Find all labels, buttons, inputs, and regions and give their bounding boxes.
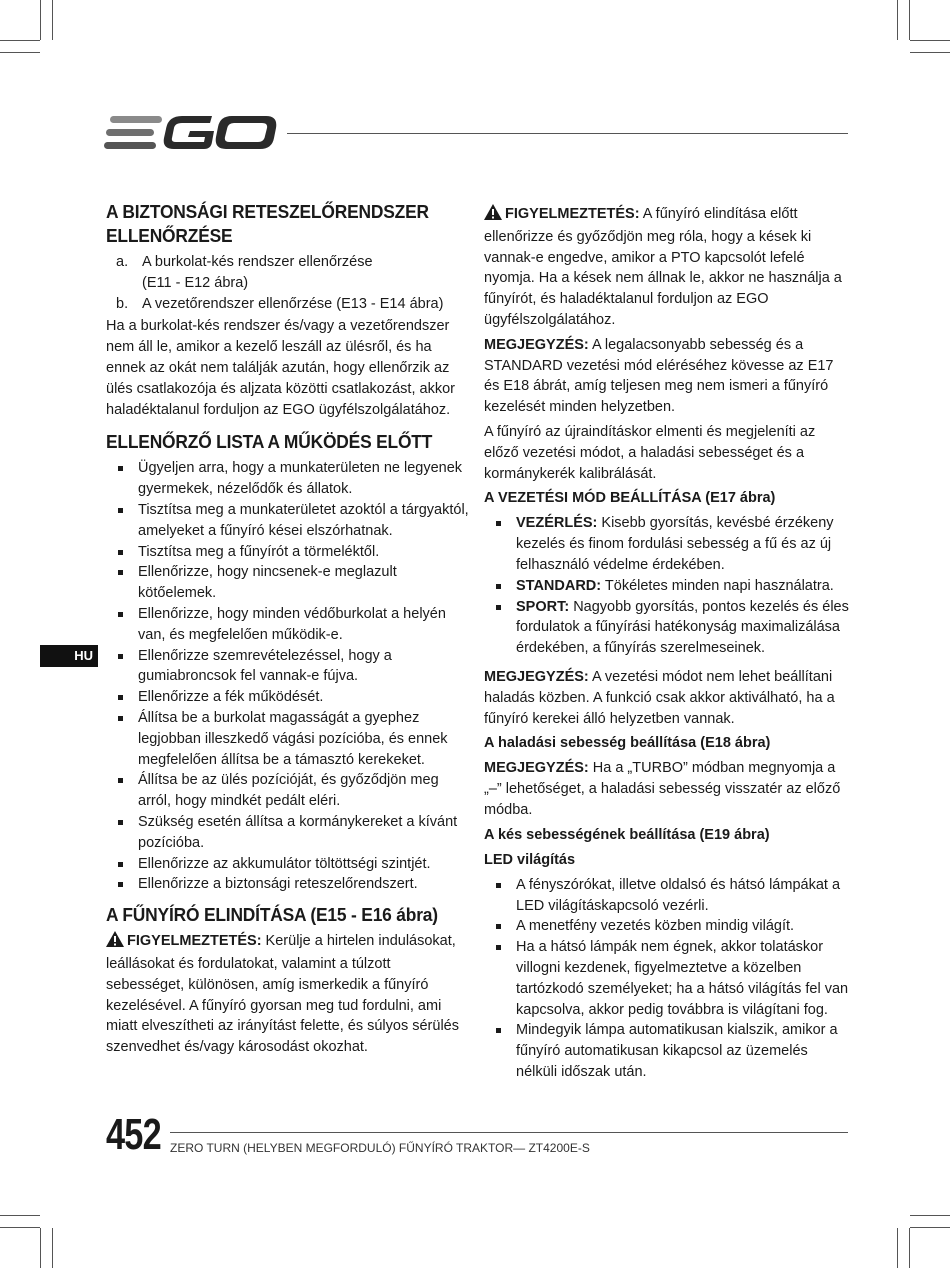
list-item-text: Ellenőrizze szemrevételezéssel, hogy a gumiabroncsok fel vannak-e fújva. bbox=[138, 647, 392, 685]
bullet-icon bbox=[118, 778, 123, 783]
mode-text: Kisebb gyorsítás, kevésbé érzékeny kezelés és finom fordulási sebesség a fű és az új felhasználó védelme érdekében. bbox=[516, 515, 834, 573]
subheading-drive-mode: A VEZETÉSI MÓD BEÁLLÍTÁSA (E17 ábra) bbox=[484, 490, 776, 507]
list-item-text: Ha a hátsó lámpák nem égnek, akkor tolatáskor villogni kezdenek, figyelmeztetve a közelben tartózkodó személyeket; ha a hátsó világítás fel van kapcsolva, akkor pedig továbbra is világítani fog. bbox=[516, 939, 849, 1018]
list-item bbox=[484, 916, 850, 937]
paragraph: Ha a burkolat-kés rendszer és/vagy a vezetőrendszer nem áll le, amikor a kezelő leszáll az ülésről, és ha ennek az okát nem találják azután, hogy ellenőrzik az ülés csatlakozója és aljzata közötti csatlakozást, akkor haladéktalanul forduljon az EGO ügyfélszolgálatához. bbox=[106, 318, 455, 418]
list-item-text: Ellenőrizze, hogy nincsenek-e meglazult kötőelemek. bbox=[138, 564, 397, 602]
bullet-icon bbox=[118, 550, 123, 555]
list-item-text: A vezetőrendszer ellenőrzése (E13 - E14 ábra) bbox=[142, 295, 444, 312]
bullet-icon bbox=[118, 882, 123, 887]
bullet-icon bbox=[496, 883, 501, 888]
list-item-text: Ellenőrizze, hogy minden védőburkolat a helyén van, és megfelelően működik-e. bbox=[138, 605, 446, 643]
crop-mark bbox=[0, 1227, 40, 1228]
left-column bbox=[106, 200, 472, 1062]
list-item-text: A menetfény vezetés közben mindig világít. bbox=[516, 918, 795, 935]
language-tab: HU bbox=[40, 645, 98, 667]
crop-mark bbox=[40, 0, 41, 40]
warning-label: FIGYELMEZTETÉS: bbox=[127, 933, 262, 950]
crop-mark bbox=[910, 40, 950, 41]
operation-checklist bbox=[106, 458, 472, 895]
list-item bbox=[484, 576, 850, 597]
heading-line: ELLENŐRZÉSE bbox=[106, 225, 233, 246]
list-item bbox=[106, 458, 472, 500]
note-paragraph bbox=[484, 335, 850, 418]
crop-mark bbox=[0, 1215, 40, 1216]
list-item bbox=[484, 937, 850, 1020]
list-item bbox=[106, 542, 472, 563]
list-item bbox=[106, 646, 472, 688]
mode-label: VEZÉRLÉS: bbox=[516, 515, 598, 532]
section-heading-interlock bbox=[106, 200, 450, 248]
list-item-text: Állítsa be a burkolat magasságát a gyephez legjobban illeszkedő vágási pozícióba, és ennek megfelelően állítsa be a támasztó kerekeket. bbox=[138, 709, 448, 768]
list-item bbox=[106, 687, 472, 708]
bullet-icon bbox=[118, 508, 123, 513]
list-item-text: Állítsa be az ülés pozícióját, és győződjön meg arról, hogy mindkét pedált eléri. bbox=[138, 772, 439, 810]
led-list bbox=[484, 875, 850, 1083]
note-text: A legalacsonyabb sebesség és a STANDARD vezetési mód eléréséhez kövesse az E17 és E18 ábrát, amíg teljesen meg nem ismeri a fűnyíró kezelését minden helyzetben. bbox=[484, 336, 834, 416]
list-item bbox=[484, 513, 850, 575]
section-heading-start: A FŰNYÍRÓ ELINDÍTÁSA (E15 - E16 ábra) bbox=[106, 904, 438, 926]
list-item bbox=[106, 252, 472, 294]
crop-mark bbox=[0, 40, 40, 41]
check-list-alpha bbox=[106, 252, 472, 314]
list-item-text: (E11 - E12 ábra) bbox=[142, 274, 249, 291]
list-item bbox=[106, 854, 472, 875]
bullet-icon bbox=[496, 945, 501, 950]
crop-mark bbox=[40, 1228, 41, 1268]
crop-mark bbox=[909, 1228, 910, 1268]
warning-triangle-icon bbox=[106, 931, 124, 954]
bullet-icon bbox=[118, 466, 123, 471]
crop-mark bbox=[897, 1228, 898, 1268]
mode-text: Nagyobb gyorsítás, pontos kezelés és éles fordulatok a fűnyírási hatékonyság maximalizálása érdekében, a fűnyírás szerelmeseinek. bbox=[516, 598, 849, 657]
list-item-text: Szükség esetén állítsa a kormánykereket a kívánt pozícióba. bbox=[138, 813, 458, 851]
mode-text: Tökéletes minden napi használatra. bbox=[601, 577, 834, 594]
mode-label: STANDARD: bbox=[516, 577, 602, 594]
list-item bbox=[484, 875, 850, 917]
note-text: Ha a „TURBO” módban megnyomja a „–” lehetőséget, a haladási sebesség visszatér az előző módba. bbox=[484, 760, 841, 818]
footer-title: ZERO TURN (HELYBEN MEGFORDULÓ) FŰNYÍRÓ TRAKTOR— ZT4200E-S bbox=[170, 1141, 590, 1155]
list-item bbox=[106, 604, 472, 646]
note-paragraph bbox=[484, 667, 850, 729]
page-number: 452 bbox=[106, 1110, 161, 1159]
subheading-travel-speed: A haladási sebesség beállítása (E18 ábra) bbox=[484, 735, 771, 752]
crop-mark bbox=[909, 0, 910, 40]
bullet-icon bbox=[496, 924, 501, 929]
bullet-icon bbox=[496, 1028, 501, 1033]
warning-paragraph bbox=[106, 931, 472, 1058]
list-item-text: Tisztítsa meg a munkaterületet azoktól a tárgyaktól, amelyeket a fűnyíró kései elszórhatnak. bbox=[138, 501, 469, 539]
list-item-text: Ellenőrizze a biztonsági reteszelőrendszert. bbox=[138, 876, 418, 893]
bullet-icon bbox=[118, 716, 123, 721]
crop-mark bbox=[897, 0, 898, 40]
bullet-icon bbox=[118, 654, 123, 659]
crop-mark bbox=[0, 52, 40, 53]
list-item bbox=[484, 597, 850, 659]
warning-text: Kerülje a hirtelen indulásokat, leállásokat és fordulatokat, valamint a túlzott sebességet, különösen, amíg ismerkedik a fűnyíró kezelésével. A fűnyíró gyorsan meg tud fordulni, ami miatt elveszítheti az irányítást felette, és súlyos sérülés szenvedhet és/vagy károsodást okozhat. bbox=[106, 933, 459, 1056]
list-item-text: A burkolat-kés rendszer ellenőrzése bbox=[142, 254, 373, 270]
bullet-icon bbox=[118, 862, 123, 867]
list-item bbox=[106, 770, 472, 812]
drive-mode-list bbox=[484, 513, 850, 659]
header-rule bbox=[287, 133, 848, 134]
warning-label: FIGYELMEZTETÉS: bbox=[505, 206, 640, 222]
list-item-text: Ügyeljen arra, hogy a munkaterületen ne legyenek gyermekek, nézelődők és állatok. bbox=[138, 460, 463, 498]
bullet-icon bbox=[118, 820, 123, 825]
section-heading-checklist: ELLENŐRZŐ LISTA A MŰKÖDÉS ELŐTT bbox=[106, 431, 433, 453]
crop-mark bbox=[910, 52, 950, 53]
crop-mark bbox=[52, 0, 53, 40]
bullet-icon bbox=[496, 521, 501, 526]
list-item-text: Tisztítsa meg a fűnyírót a törmeléktől. bbox=[138, 543, 380, 560]
paragraph: A fűnyíró az újraindításkor elmenti és megjeleníti az előző vezetési módot, a haladási sebességet és a kormánykerék kalibrálását. bbox=[484, 423, 816, 482]
crop-mark bbox=[910, 1215, 950, 1216]
note-label: MEGJEGYZÉS: bbox=[484, 668, 589, 685]
list-item bbox=[106, 294, 472, 315]
crop-mark bbox=[52, 1228, 53, 1268]
crop-mark bbox=[910, 1227, 950, 1228]
list-item bbox=[106, 562, 472, 604]
bullet-icon bbox=[496, 605, 501, 610]
warning-triangle-icon bbox=[484, 204, 502, 227]
list-item bbox=[106, 708, 472, 770]
list-item-text: Ellenőrizze az akkumulátor töltöttségi szintjét. bbox=[138, 855, 431, 872]
right-column bbox=[484, 204, 850, 1091]
bullet-icon bbox=[118, 612, 123, 617]
bullet-icon bbox=[118, 695, 123, 700]
list-item-text: A fényszórókat, illetve oldalsó és hátsó lámpákat a LED világításkapcsoló vezérli. bbox=[516, 876, 841, 914]
list-letter: b. bbox=[116, 295, 129, 312]
bullet-icon bbox=[118, 570, 123, 575]
note-label: MEGJEGYZÉS: bbox=[484, 336, 589, 353]
heading-line: A BIZTONSÁGI RETESZELŐRENDSZER bbox=[106, 201, 429, 222]
list-item bbox=[106, 812, 472, 854]
note-label: MEGJEGYZÉS: bbox=[484, 760, 589, 777]
list-item-text: Ellenőrizze a fék működését. bbox=[138, 689, 324, 706]
list-letter: a. bbox=[116, 254, 129, 270]
subheading-led: LED világítás bbox=[484, 851, 576, 868]
warning-paragraph bbox=[484, 204, 850, 331]
list-item-text: Mindegyik lámpa automatikusan kialszik, amikor a fűnyíró automatikusan kikapcsol az üzemelés nélküli időszak után. bbox=[516, 1022, 838, 1080]
ego-logo bbox=[104, 112, 279, 159]
subheading-blade-speed: A kés sebességének beállítása (E19 ábra) bbox=[484, 826, 770, 843]
list-item bbox=[484, 1020, 850, 1082]
footer-rule bbox=[170, 1132, 848, 1133]
warning-text: A fűnyíró elindítása előtt ellenőrizze és győződjön meg róla, hogy a kések ki vannak-e engedve, amikor a PTO kapcsolót lefelé nyomja. Ha a kések nem állnak le, akkor ne használja a fűnyírót, és haladéktalanul forduljon az EGO ügyfélszolgálatához. bbox=[484, 206, 842, 328]
list-item bbox=[106, 874, 472, 895]
mode-label: SPORT: bbox=[516, 598, 570, 615]
bullet-icon bbox=[496, 584, 501, 589]
note-paragraph bbox=[484, 758, 850, 820]
list-item bbox=[106, 500, 472, 542]
note-text: A vezetési módot nem lehet beállítani haladás közben. A funkció csak akkor aktiválható, ha a fűnyíró kerekei álló helyzetben vannak. bbox=[484, 668, 835, 727]
